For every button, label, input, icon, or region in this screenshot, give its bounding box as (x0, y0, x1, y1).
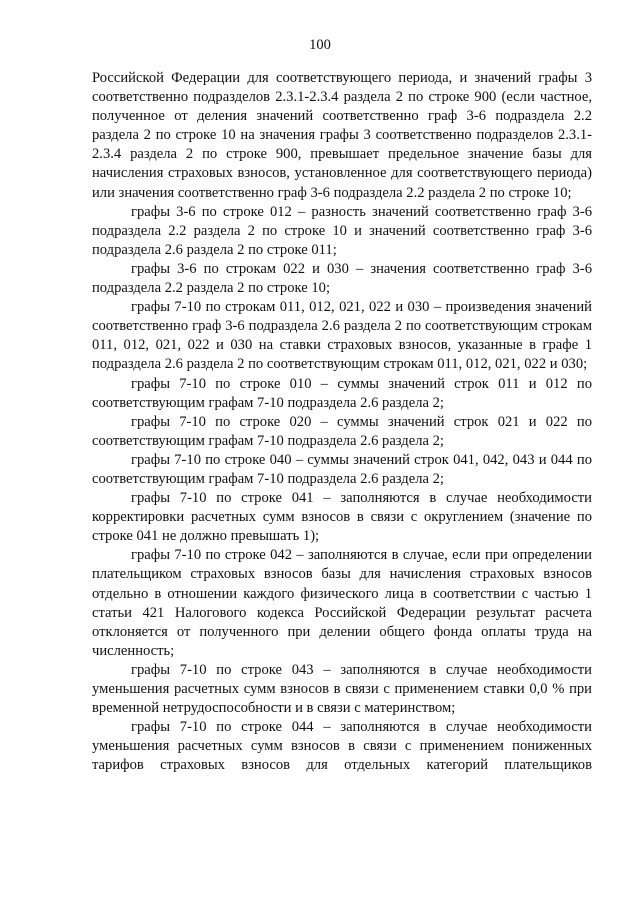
paragraph: графы 3-6 по строкам 022 и 030 – значения соответственно граф 3-6 подраздела 2.2 раздела 2 по строке 10; (92, 260, 592, 297)
paragraph: Российской Федерации для соответствующего периода, и значений графы 3 соответственно подразделов 2.3.1-2.3.4 раздела 2 по строке 900 (если частное, полученное от деления значений соответственно граф 3-6 подраздела 2.2 раздела 2 по строке 10 на значения графы 3 соответственно подразделов 2.3.1-2.3.4 раздела 2 по строке 900, превышает предельное значение базы для начисления страховых взносов, установленное для соответствующего периода) или значения соответственно граф 3-6 подраздела 2.2 раздела 2 по строке 10; (92, 70, 592, 201)
page-number: 100 (309, 37, 331, 53)
paragraph: графы 3-6 по строке 012 – разность значений соответственно граф 3-6 подраздела 2.2 раздела 2 по строке 10 и значений соответственно граф 3-6 подраздела 2.6 раздела 2 по строке 011; (92, 203, 592, 258)
paragraph: графы 7-10 по строке 042 – заполняются в случае, если при определении плательщиком страховых взносов базы для начисления страховых взносов отдельно в отношении каждого физического лица в соответствии с частью 1 статьи 421 Налогового кодекса Российской Федерации результат расчета отклоняется от полученного при делении общего фонда оплаты труда на численность; (92, 547, 592, 659)
paragraph: графы 7-10 по строке 040 – суммы значений строк 041, 042, 043 и 044 по соответствующим графам 7-10 подраздела 2.6 раздела 2; (92, 451, 592, 487)
paragraph: графы 7-10 по строке 010 – суммы значений строк 011 и 012 по соответствующим графам 7-10 подраздела 2.6 раздела 2; (92, 375, 592, 411)
paragraph: графы 7-10 по строке 020 – суммы значений строк 021 и 022 по соответствующим графам 7-10 подраздела 2.6 раздела 2; (92, 413, 592, 449)
paragraph: графы 7-10 по строке 044 – заполняются в случае необходимости уменьшения расчетных сумм взносов в связи с применением пониженных тарифов страховых взносов для отдельных категорий плательщиков (92, 719, 592, 774)
paragraph: графы 7-10 по строке 041 – заполняются в случае необходимости корректировки расчетных сумм взносов в связи с округлением (значение по строке 041 не должно превышать 1); (92, 490, 592, 545)
paragraph: графы 7-10 по строке 043 – заполняются в случае необходимости уменьшения расчетных сумм взносов в связи с применением ставки 0,0 % при временной нетрудоспособности и в связи с материнством; (92, 661, 592, 717)
paragraph: графы 7-10 по строкам 011, 012, 021, 022 и 030 – произведения значений соответственно граф 3-6 подраздела 2.6 раздела 2 по соответствующим строкам 011, 012, 021, 022 и 030 на ставки страховых взносов, указанные в графе 1 подраздела 2.6 раздела 2 по соответствующим строкам 011, 012, 021, 022 и 030; (92, 299, 592, 373)
body-text (92, 69, 592, 775)
